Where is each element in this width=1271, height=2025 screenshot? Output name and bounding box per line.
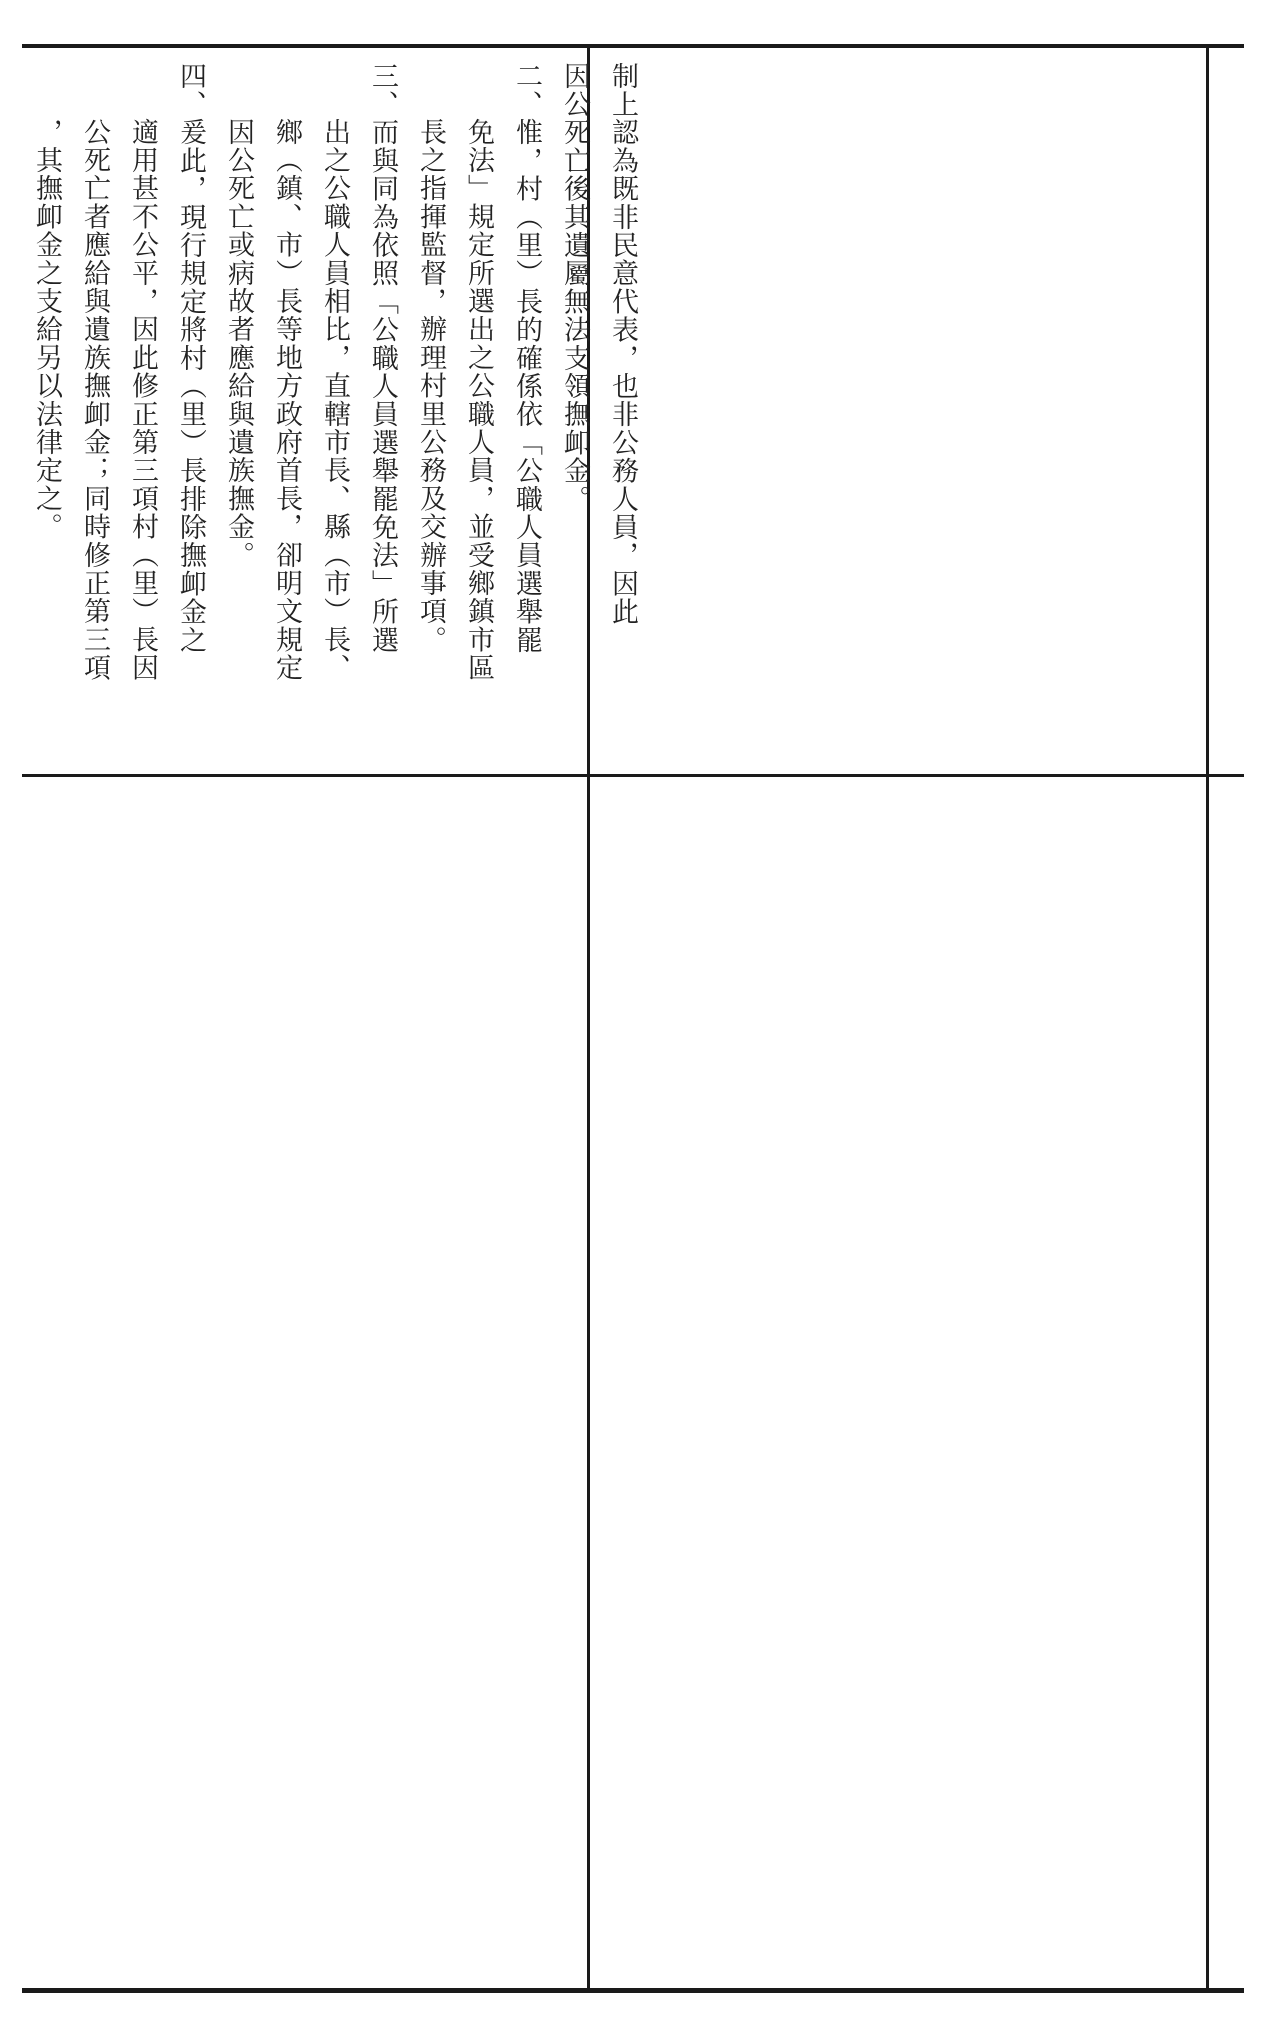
table-bottom-rule (22, 1988, 1244, 1993)
text-line: 四、爰此，現行規定將村（里）長排除撫卹金之 (175, 62, 206, 655)
text-line: ，其撫卹金之支給另以法律定之。 (31, 118, 62, 541)
text-line: 公死亡者應給與遺族撫卹金；同時修正第三項 (79, 118, 110, 682)
table-middle-rule (22, 774, 1244, 777)
text-line: 二、惟，村（里）長的確係依「公職人員選舉罷 (511, 62, 542, 655)
text-line: 免法」規定所選出之公職人員，並受鄉鎮市區 (463, 118, 494, 682)
text-line: 制上認為既非民意代表，也非公務人員，因此 (607, 62, 638, 626)
text-line: 適用甚不公平，因此修正第三項村（里）長因 (127, 118, 158, 682)
text-line: 因公死亡後其遺屬無法支領撫卹金。 (559, 62, 590, 514)
column-right-top (683, 62, 1243, 742)
text-line: 出之公職人員相比，直轄市長、縣（市）長、 (319, 118, 350, 682)
text-line: 三、而與同為依照「公職人員選舉罷免法」所選 (367, 62, 398, 655)
text-line: 長之指揮監督，辦理村里公務及交辦事項。 (415, 118, 446, 654)
text-line: 鄉（鎮、市）長等地方政府首長，卻明文規定 (271, 118, 302, 682)
text-line: 因公死亡或病故者應給與遺族撫金。 (223, 118, 254, 570)
